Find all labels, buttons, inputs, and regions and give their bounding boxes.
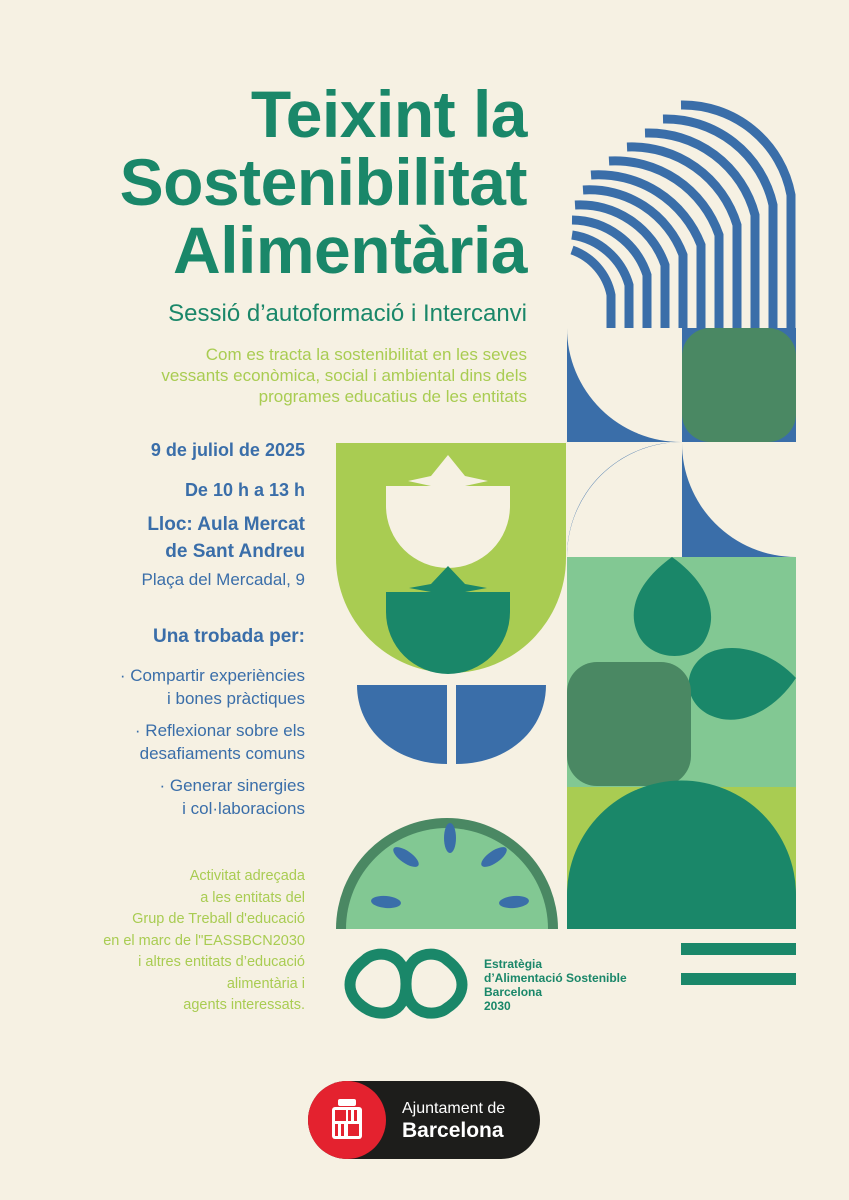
ajuntament-line-1: Ajuntament de (402, 1100, 506, 1117)
target-line: Grup de Treball d'educació (132, 911, 305, 927)
barcelona-crest-icon (308, 1081, 386, 1159)
event-address: Plaça del Mercadal, 9 (141, 570, 305, 589)
target-line: a les entitats del (200, 889, 305, 906)
bullet-line-1: · Generar sinergies (159, 776, 305, 795)
rainbow-arcs (572, 105, 791, 328)
strategy-line-2: d’Alimentació Sostenible (484, 971, 627, 985)
blue-petal-block (567, 328, 796, 557)
strategy-logo-text (484, 957, 627, 1013)
description (7, 344, 527, 407)
bullet-line-1: · Compartir experiències (119, 666, 305, 685)
strategy-line-3: Barcelona (484, 985, 543, 999)
list-item (0, 774, 305, 820)
target-line: i altres entitats d’educació (138, 954, 305, 970)
green-leaf-block (567, 557, 796, 787)
lime-flower-cup (336, 443, 566, 674)
page-title (7, 77, 527, 287)
bullet-line-1: · Reflexionar sobre els (134, 721, 305, 740)
decorative-bar (681, 973, 796, 985)
subtitle: Sessió d’autoformació i Intercanvi (168, 300, 527, 327)
description-line-1: Com es tracta la sostenibilitat en les seves (205, 345, 527, 364)
ajuntament-logo-text (402, 1098, 505, 1142)
strategy-line-4: 2030 (484, 999, 511, 1013)
list-item (0, 719, 305, 765)
target-line: en el marc de l"EASSBCN2030 (103, 932, 305, 949)
meeting-heading: Una trobada per: (152, 626, 305, 647)
title-line-1: Teixint la (250, 77, 527, 151)
description-line-2: vessants econòmica, social i ambiental dins dels (161, 366, 527, 385)
bullet-line-2: desafiaments comuns (139, 744, 305, 763)
title-line-2: Sostenibilitat (119, 145, 527, 219)
citrus-slice (336, 818, 558, 929)
event-date: 9 de juliol de 2025 (150, 440, 305, 460)
description-line-3: programes educatius de les entitats (258, 387, 527, 406)
decorative-bar (681, 943, 796, 955)
target-line: agents interessats. (183, 997, 305, 1013)
event-place-line-1: Lloc: Aula Mercat (147, 514, 305, 535)
crest-icon (308, 1081, 386, 1159)
bullet-line-2: i col·laboracions (182, 799, 305, 818)
list-item (0, 664, 305, 710)
blue-leaf-pair (357, 685, 546, 764)
bullet-line-2: i bones pràctiques (167, 689, 305, 708)
strategy-line-1: Estratègia (484, 957, 543, 971)
target-line: alimentària i (226, 975, 305, 992)
infinity-icon (350, 954, 462, 1013)
ajuntament-line-2: Barcelona (402, 1119, 504, 1142)
event-place-line-2: de Sant Andreu (165, 541, 305, 562)
meeting-bullet-list (0, 664, 305, 829)
target-line: Activitat adreçada (189, 868, 305, 884)
dome-block (567, 781, 796, 930)
title-line-3: Alimentària (173, 213, 527, 287)
target-audience-text (0, 866, 305, 1017)
event-time: De 10 h a 13 h (184, 480, 305, 500)
